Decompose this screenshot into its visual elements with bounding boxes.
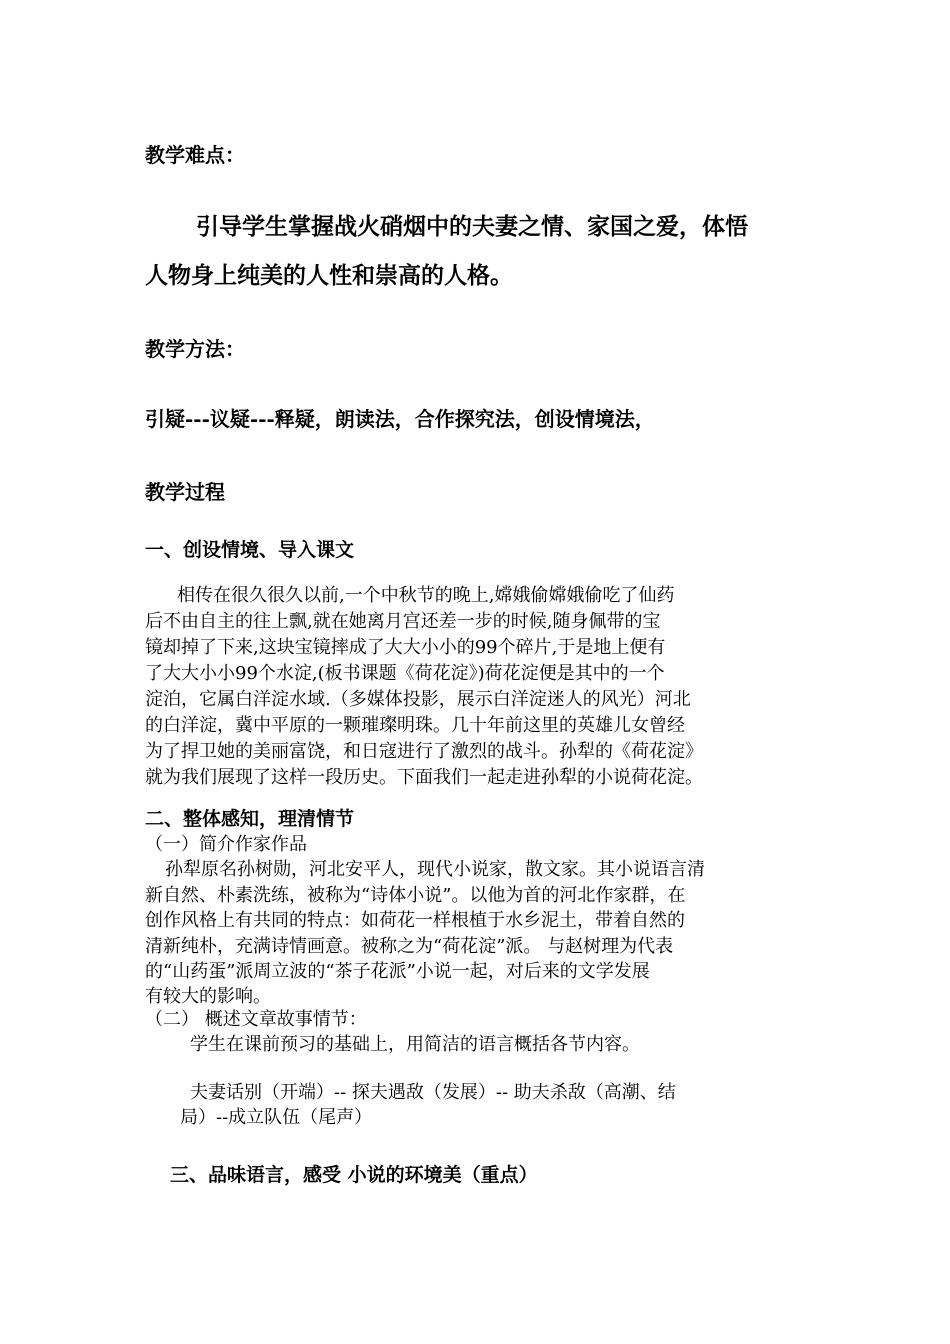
section2-heading: 二、整体感知，理清情节 [145, 808, 355, 830]
difficulty-heading: 教学难点： [145, 143, 245, 167]
section1-heading: 一、创设情境、导入课文 [145, 539, 355, 561]
section2-summary: 学生在课前预习的基础上，用简洁的语言概括各节内容。 [190, 1034, 640, 1055]
section2-sub1: （一）简介作家作品 [145, 834, 307, 855]
difficulty-body-line-2: 人物身上纯美的人性和崇高的人格。 [145, 262, 513, 289]
section2-sub2: （二） 概述文章故事情节： [145, 1009, 367, 1030]
plot-line-2: 局）--成立队伍（尾声） [180, 1107, 373, 1128]
section1-line-2: 后不由自主的往上飘,就在她离月宫还差一步的时候,随身佩带的宝 [145, 611, 661, 632]
section1-line-6: 的白洋淀，冀中平原的一颗璀璨明珠。几十年前这里的英雄儿女曾经 [145, 715, 685, 736]
section1-line-1: 相传在很久很久以前,一个中秋节的晚上,嫦娥偷嫦娥偷吃了仙药 [177, 585, 675, 606]
section1-line-3: 镜却掉了下来,这块宝镜摔成了大大小小的99个碎片,于是地上便有 [145, 637, 666, 658]
methods-body: 引疑---议疑---释疑，朗读法，合作探究法，创设情境法， [145, 407, 655, 431]
methods-heading: 教学方法： [145, 337, 245, 361]
process-heading: 教学过程 [145, 480, 225, 504]
section1-line-4: 了大大小小99个水淀,(板书课题《荷花淀》)荷花淀便是其中的一个 [145, 663, 665, 684]
section3-heading: 三、品味语言，感受 小说的环境美（重点） [170, 1164, 538, 1186]
author-line-4: 清新纯朴，充满诗情画意。被称之为“荷花淀”派。 与赵树理为代表 [145, 936, 674, 957]
section1-line-5: 淀泊，它属白洋淀水域.（多媒体投影，展示白洋淀迷人的风光）河北 [145, 689, 691, 710]
plot-line-1: 夫妻话别（开端）-- 探夫遇敌（发展）-- 助夫杀敌（高潮、结 [190, 1082, 676, 1103]
section1-line-8: 就为我们展现了这样一段历史。下面我们一起走进孙犁的小说荷花淀。 [145, 767, 703, 788]
author-line-1: 孙犁原名孙树勋，河北安平人，现代小说家，散文家。其小说语言清 [165, 859, 705, 880]
author-line-2: 新自然、朴素洗练，被称为“诗体小说”。以他为首的河北作家群，在 [145, 885, 686, 906]
section1-line-7: 为了捍卫她的美丽富饶，和日寇进行了激烈的战斗。孙犁的《荷花淀》 [145, 741, 703, 762]
author-line-5: 的“山药蛋”派周立波的“茶子花派”小说一起，对后来的文学发展 [145, 961, 650, 982]
author-line-3: 创作风格上有共同的特点：如荷花一样根植于水乡泥土，带着自然的 [145, 910, 685, 931]
difficulty-body-line-1: 引导学生掌握战火硝烟中的夫妻之情、家国之爱，体悟 [196, 213, 748, 240]
author-line-6: 有较大的影响。 [145, 986, 271, 1007]
